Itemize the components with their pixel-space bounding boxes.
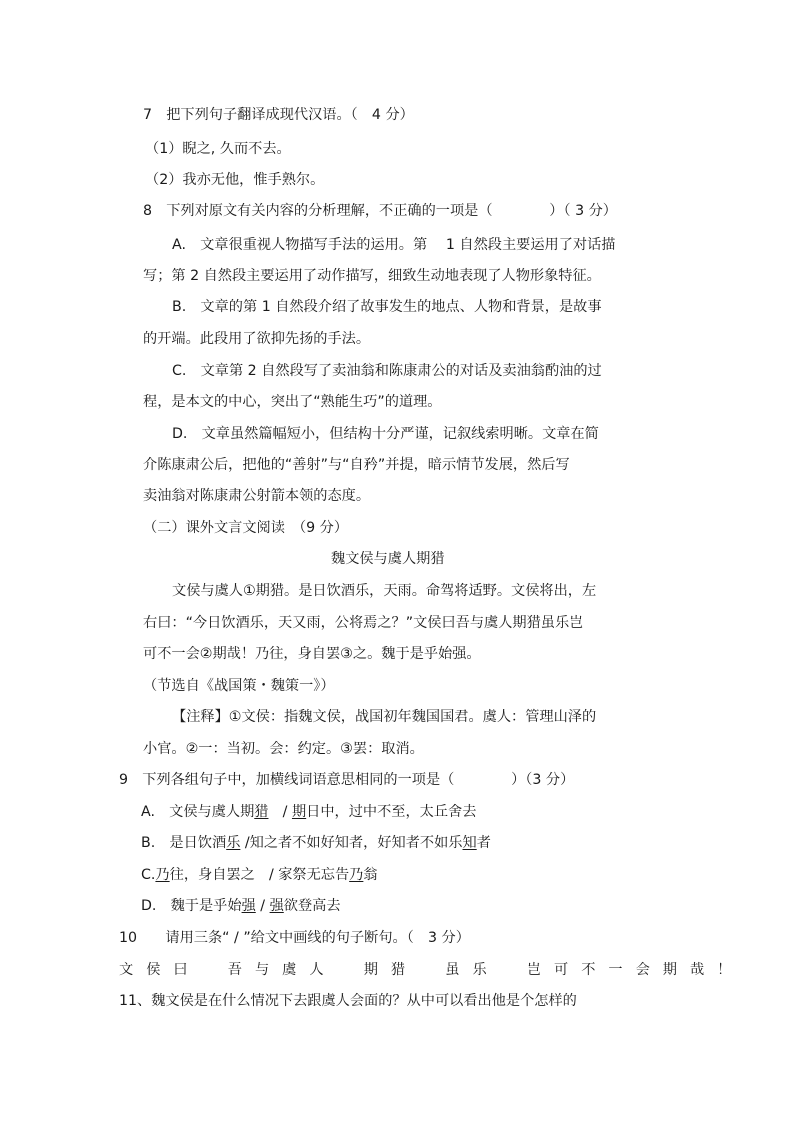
- passage-line-2: 右曰：“今日饮酒乐，天又雨，公将焉之？”文侯曰吾与虞人期猎虽乐岂: [143, 615, 584, 631]
- q11-title: 11、魏文侯是在什么情况下去跟虞人会面的？从中可以看出他是个怎样的: [119, 993, 577, 1009]
- q9-a-underlined-word-1: 猎: [254, 804, 269, 820]
- q8-option-d-line1: D. 文章虽然篇幅短小，但结构十分严谨，记叙线索明晰。文章在简: [172, 426, 599, 442]
- q9-option-a: [141, 803, 476, 821]
- q10-title: 10 请用三条“ / ”给文中画线的句子断句。（ 3 分）: [119, 930, 470, 946]
- q9-c-text-pre: C.: [141, 867, 156, 883]
- q8-option-d-line2: 介陈康肃公后，把他的“善射”与“自矜”并提，暗示情节发展，然后写: [143, 457, 570, 473]
- passage-line-1: 文侯与虞人①期猎。是日饮酒乐，天雨。命驾将适野。文侯将出，左: [172, 583, 597, 599]
- passage-line-3: 可不一会②期哉！乃往，身自罢③之。魏于是乎始强。: [143, 646, 481, 662]
- q9-c-text-post: 翁: [363, 867, 378, 883]
- q9-d-text-post: 欲登高去: [283, 898, 341, 914]
- q9-option-b: [141, 834, 491, 852]
- q9-d-underlined-word-2: 强: [269, 898, 284, 914]
- q7-title: 7 把下列句子翻译成现代汉语。（ 4 分）: [143, 107, 414, 123]
- q9-d-underlined-word-1: 强: [241, 898, 256, 914]
- notes-line-2: 小官。②一：当初。会：约定。③罢：取消。: [143, 741, 424, 757]
- q9-a-text-post: 日中，过中不至，太丘舍去: [306, 804, 477, 820]
- q9-d-text-mid: /: [255, 898, 270, 914]
- q8-option-b-line2: 的开端。此段用了欲抑先扬的手法。: [143, 331, 371, 347]
- q8-option-c-line1: C. 文章第 2 自然段写了卖油翁和陈康肃公的对话及卖油翁酌油的过: [172, 363, 602, 379]
- q9-a-text-mid: /: [268, 804, 292, 820]
- q9-b-text-mid: /知之者不如好知者，好知者不如乐: [240, 835, 463, 851]
- q9-title: 9 下列各组句子中，加横线词语意思相同的一项是（ ）（3 分）: [119, 772, 575, 788]
- q7-item-2: （2）我亦无他，惟手熟尔。: [145, 172, 325, 188]
- passage-source: （节选自《战国策・魏策一》）: [143, 678, 335, 694]
- q9-b-underlined-word-2: 知: [462, 835, 477, 851]
- q9-a-text-pre: A. 文侯与虞人期: [141, 804, 255, 820]
- q10-sentence: 文侯曰 吾与虞人 期猎 虽乐 岂可不一会期哉！: [119, 962, 745, 978]
- q8-option-a-line2: 写；第 2 自然段主要运用了动作描写，细致生动地表现了人物形象特征。: [143, 268, 601, 284]
- q9-b-text-pre: B. 是日饮酒: [141, 835, 227, 851]
- section-heading: （二）课外文言文阅读 （9 分）: [143, 520, 349, 536]
- q9-b-text-post: 者: [476, 835, 491, 851]
- q9-c-underlined-word-1: 乃: [155, 867, 170, 883]
- q8-option-a-line1: A. 文章很重视人物描写手法的运用。第 1 自然段主要运用了对话描: [172, 237, 616, 253]
- q9-b-underlined-word-1: 乐: [226, 835, 241, 851]
- q8-option-c-line2: 程，是本文的中心，突出了“熟能生巧”的道理。: [143, 394, 442, 410]
- q9-c-underlined-word-2: 乃: [349, 867, 364, 883]
- q7-item-1: （1）睨之, 久而不去。: [145, 141, 291, 157]
- q8-option-b-line1: B. 文章的第 1 自然段介绍了故事发生的地点、人物和背景，是故事: [172, 299, 602, 315]
- q9-option-d: [141, 897, 341, 915]
- passage-title: 魏文侯与虞人期猎: [331, 551, 445, 567]
- q9-d-text-pre: D. 魏于是乎始: [141, 898, 242, 914]
- q9-c-text-mid: 往，身自罢之 / 家祭无忘告: [169, 867, 350, 883]
- notes-line-1: 【注释】①文侯：指魏文侯，战国初年魏国国君。虞人：管理山泽的: [172, 709, 597, 725]
- q9-a-underlined-word-2: 期: [291, 804, 307, 820]
- q9-option-c: [141, 866, 378, 884]
- q8-title: 8 下列对原文有关内容的分析理解，不正确的一项是（ ）（ 3 分）: [143, 203, 617, 219]
- q8-option-d-line3: 卖油翁对陈康肃公射箭本领的态度。: [143, 488, 371, 504]
